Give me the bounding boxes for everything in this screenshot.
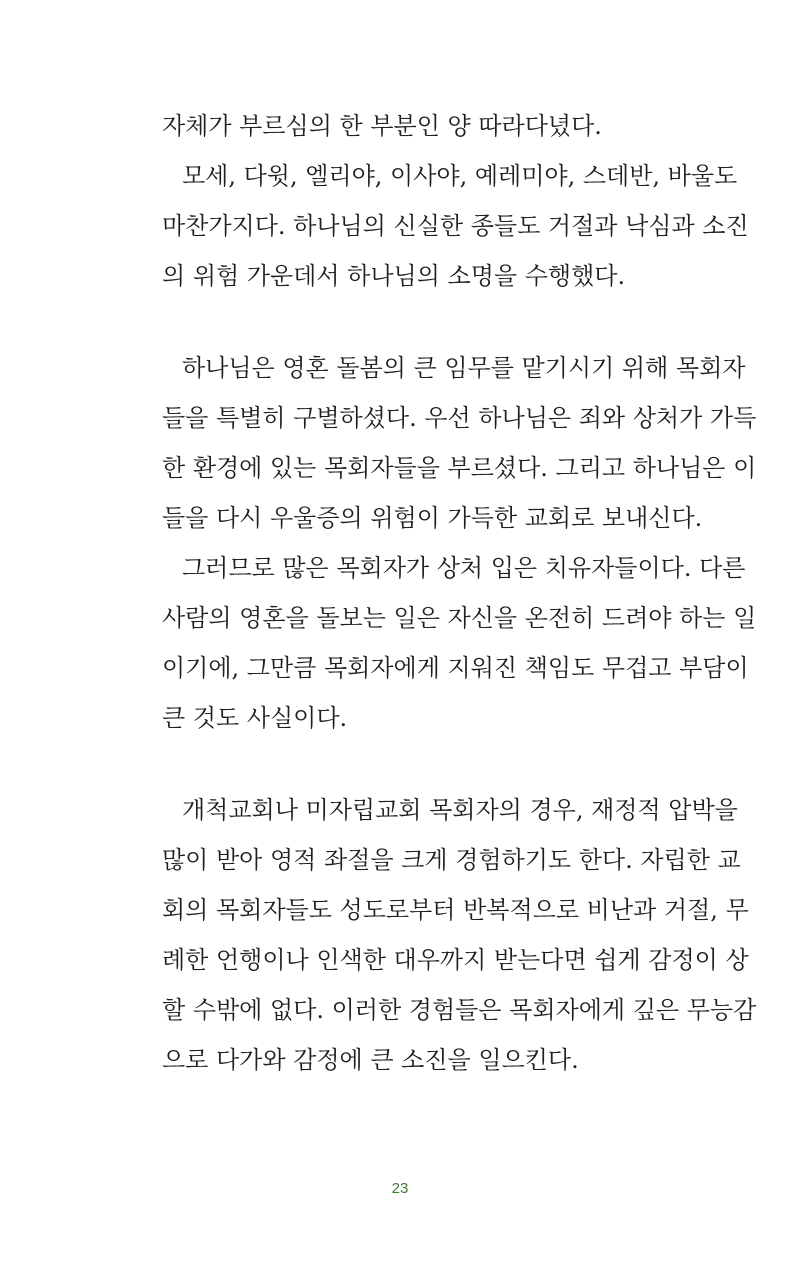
page-number: 23: [391, 1180, 409, 1197]
text-line: 들을 특별히 구별하셨다. 우선 하나님은 죄와 상처가 가득: [162, 404, 757, 432]
text-line: 그러므로 많은 목회자가 상처 입은 치유자들이다. 다른: [182, 554, 746, 582]
text-line: 많이 받아 영적 좌절을 크게 경험하기도 한다. 자립한 교: [162, 846, 741, 874]
text-line: 회의 목회자들도 성도로부터 반복적으로 비난과 거절, 무: [162, 896, 749, 924]
text-line: 한 환경에 있는 목회자들을 부르셨다. 그리고 하나님은 이: [162, 454, 757, 482]
text-line: 들을 다시 우울증의 위험이 가득한 교회로 보내신다.: [162, 504, 703, 532]
text-line: 개척교회나 미자립교회 목회자의 경우, 재정적 압박을: [182, 796, 738, 824]
text-line: 으로 다가와 감정에 큰 소진을 일으킨다.: [162, 1046, 579, 1074]
text-line: 모세, 다윗, 엘리야, 이사야, 예레미야, 스데반, 바울도: [182, 162, 738, 190]
text-line: 큰 것도 사실이다.: [162, 704, 348, 732]
text-line: 자체가 부르심의 한 부분인 양 따라다녔다.: [162, 112, 602, 140]
text-line: 사람의 영혼을 돌보는 일은 자신을 온전히 드려야 하는 일: [162, 604, 757, 632]
text-line: 하나님은 영혼 돌봄의 큰 임무를 맡기시기 위해 목회자: [182, 354, 746, 382]
text-line: 할 수밖에 없다. 이러한 경험들은 목회자에게 깊은 무능감: [162, 996, 757, 1024]
text-line: 마찬가지다. 하나님의 신실한 종들도 거절과 낙심과 소진: [162, 212, 749, 240]
text-line: 례한 언행이나 인색한 대우까지 받는다면 쉽게 감정이 상: [162, 946, 749, 974]
text-line: 의 위험 가운데서 하나님의 소명을 수행했다.: [162, 262, 626, 290]
text-line: 이기에, 그만큼 목회자에게 지워진 책임도 무겁고 부담이: [162, 654, 749, 682]
